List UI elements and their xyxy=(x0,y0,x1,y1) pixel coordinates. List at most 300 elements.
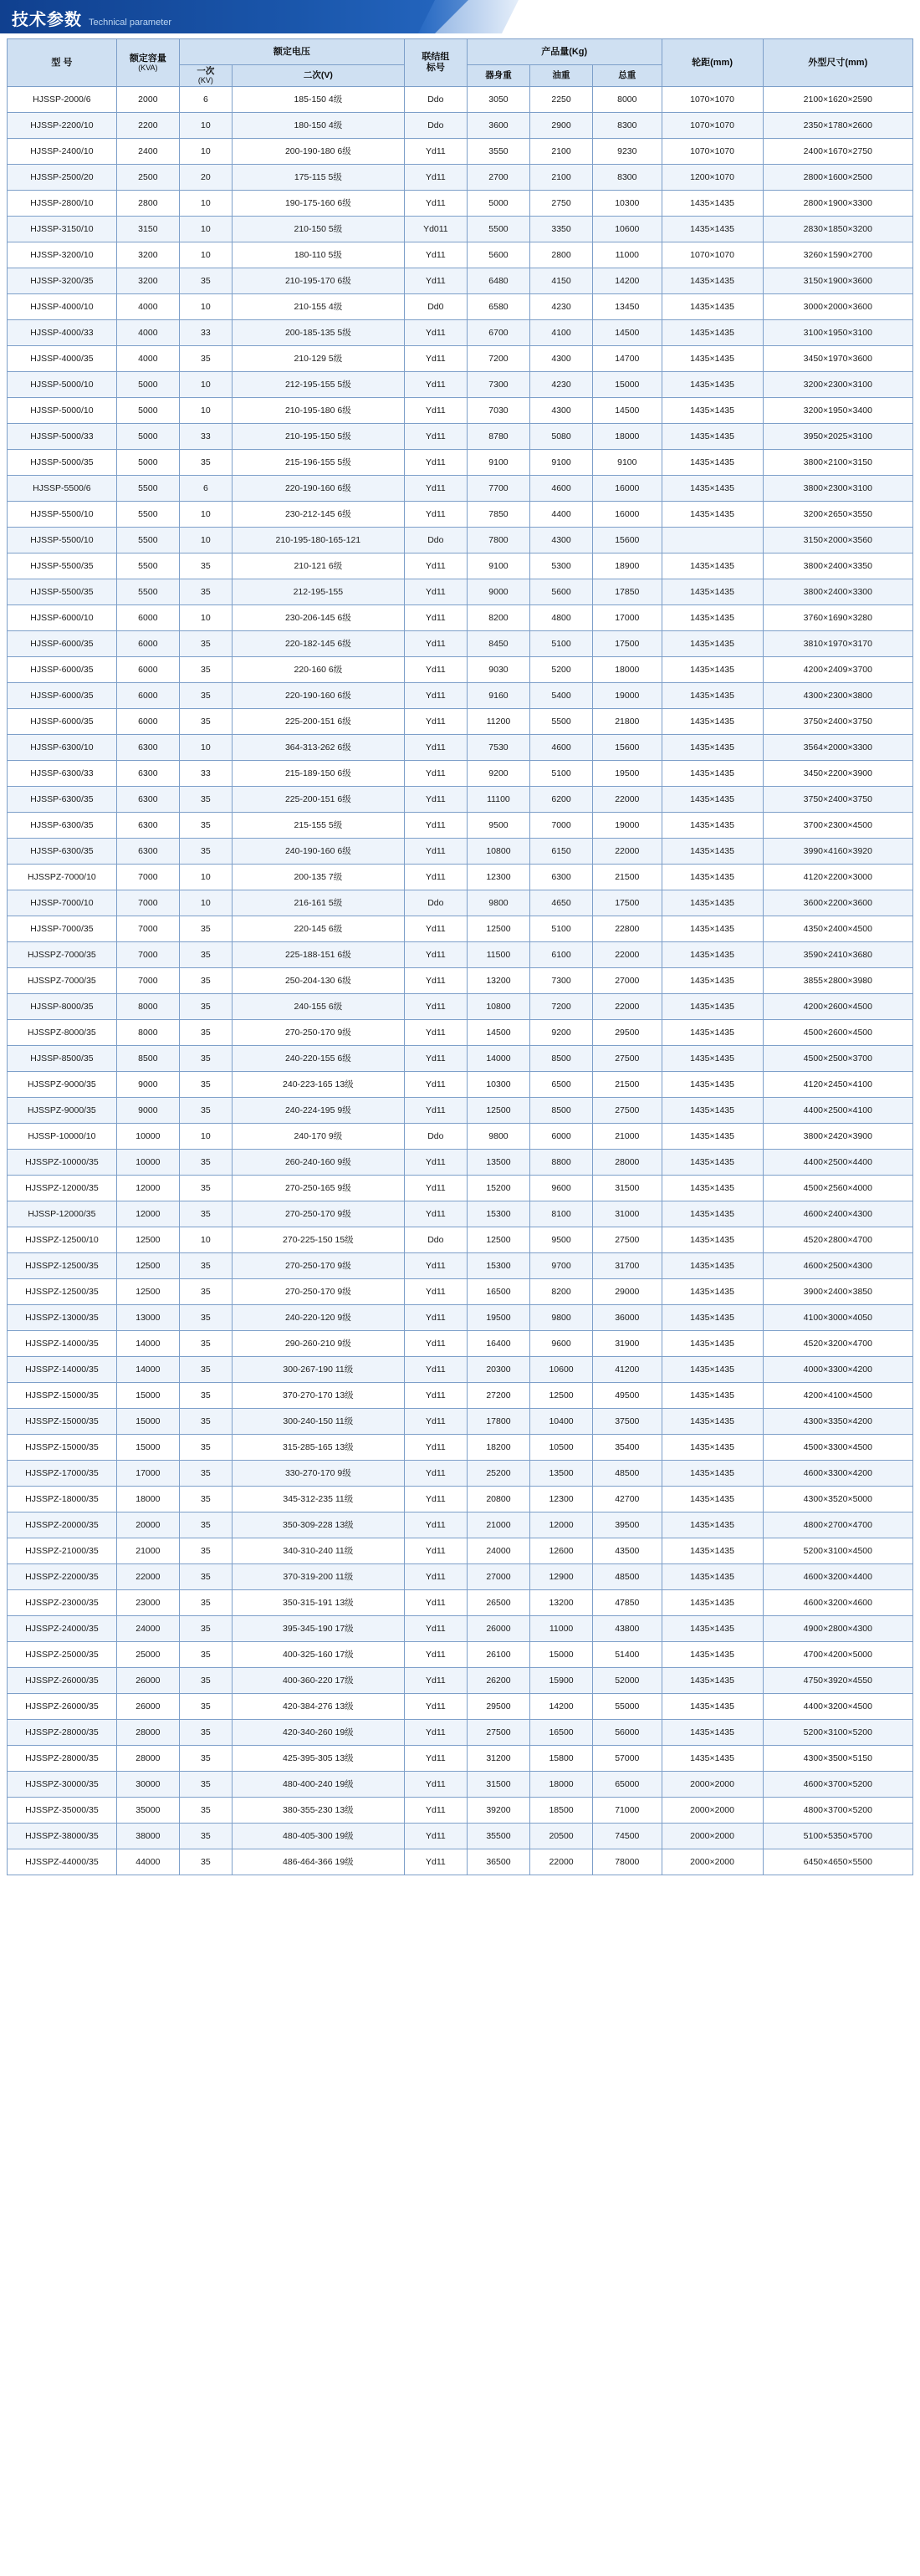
cell-dimension: 3750×2400×3750 xyxy=(763,709,912,735)
cell-total-weight: 22000 xyxy=(593,839,662,865)
cell-oil-weight: 6150 xyxy=(530,839,593,865)
cell-secondary-voltage: 240-220-155 6级 xyxy=(232,1046,404,1072)
cell-oil-weight: 18500 xyxy=(530,1798,593,1824)
cell-connection-group: Yd11 xyxy=(404,553,467,579)
table-row xyxy=(8,139,913,165)
cell-oil-weight: 12300 xyxy=(530,1487,593,1512)
cell-model: HJSSPZ-21000/35 xyxy=(8,1538,117,1564)
cell-model: HJSSPZ-13000/35 xyxy=(8,1305,117,1331)
cell-rated-capacity: 5000 xyxy=(116,424,179,450)
cell-wheel-base: 1435×1435 xyxy=(662,1098,763,1124)
cell-secondary-voltage: 290-260-210 9级 xyxy=(232,1331,404,1357)
cell-wheel-base: 1070×1070 xyxy=(662,87,763,113)
cell-rated-capacity: 6300 xyxy=(116,761,179,787)
spec-table xyxy=(7,38,913,1875)
cell-primary-voltage: 35 xyxy=(179,1331,232,1357)
cell-dimension: 4200×2409×3700 xyxy=(763,657,912,683)
cell-oil-weight: 4400 xyxy=(530,502,593,528)
cell-wheel-base: 1435×1435 xyxy=(662,631,763,657)
cell-secondary-voltage: 270-250-165 9级 xyxy=(232,1176,404,1201)
cell-dimension: 4120×2200×3000 xyxy=(763,865,912,890)
cell-wheel-base: 2000×2000 xyxy=(662,1772,763,1798)
cell-connection-group: Yd11 xyxy=(404,709,467,735)
cell-body-weight: 12500 xyxy=(467,1227,529,1253)
cell-oil-weight: 6200 xyxy=(530,787,593,813)
cell-primary-voltage: 35 xyxy=(179,1176,232,1201)
table-row xyxy=(8,968,913,994)
cell-model: HJSSP-2400/10 xyxy=(8,139,117,165)
cell-dimension: 4600×3200×4400 xyxy=(763,1564,912,1590)
cell-oil-weight: 2100 xyxy=(530,139,593,165)
cell-connection-group: Yd11 xyxy=(404,1616,467,1642)
cell-total-weight: 15600 xyxy=(593,528,662,553)
table-row xyxy=(8,346,913,372)
cell-oil-weight: 6300 xyxy=(530,865,593,890)
table-row xyxy=(8,1435,913,1461)
cell-total-weight: 35400 xyxy=(593,1435,662,1461)
cell-secondary-voltage: 240-220-120 9级 xyxy=(232,1305,404,1331)
cell-wheel-base: 1435×1435 xyxy=(662,994,763,1020)
cell-secondary-voltage: 486-464-366 19级 xyxy=(232,1849,404,1875)
cell-wheel-base: 1070×1070 xyxy=(662,113,763,139)
cell-secondary-voltage: 270-250-170 9级 xyxy=(232,1020,404,1046)
cell-dimension: 3700×2300×4500 xyxy=(763,813,912,839)
cell-model: HJSSP-5000/33 xyxy=(8,424,117,450)
cell-oil-weight: 9500 xyxy=(530,1227,593,1253)
cell-dimension: 4000×3300×4200 xyxy=(763,1357,912,1383)
cell-secondary-voltage: 420-340-260 19级 xyxy=(232,1720,404,1746)
cell-total-weight: 78000 xyxy=(593,1849,662,1875)
cell-wheel-base: 1435×1435 xyxy=(662,1564,763,1590)
cell-total-weight: 65000 xyxy=(593,1772,662,1798)
cell-body-weight: 7530 xyxy=(467,735,529,761)
cell-dimension: 3855×2800×3980 xyxy=(763,968,912,994)
cell-model: HJSSP-6000/35 xyxy=(8,683,117,709)
cell-body-weight: 26200 xyxy=(467,1668,529,1694)
cell-connection-group: Yd11 xyxy=(404,683,467,709)
cell-rated-capacity: 38000 xyxy=(116,1824,179,1849)
cell-body-weight: 19500 xyxy=(467,1305,529,1331)
cell-primary-voltage: 35 xyxy=(179,1201,232,1227)
cell-oil-weight: 9600 xyxy=(530,1331,593,1357)
cell-total-weight: 31700 xyxy=(593,1253,662,1279)
cell-dimension: 4400×2500×4400 xyxy=(763,1150,912,1176)
cell-body-weight: 7700 xyxy=(467,476,529,502)
cell-total-weight: 14700 xyxy=(593,346,662,372)
cell-oil-weight: 15800 xyxy=(530,1746,593,1772)
cell-secondary-voltage: 270-225-150 15级 xyxy=(232,1227,404,1253)
cell-body-weight: 29500 xyxy=(467,1694,529,1720)
cell-model: HJSSP-2800/10 xyxy=(8,191,117,217)
cell-model: HJSSP-5500/6 xyxy=(8,476,117,502)
table-row xyxy=(8,1694,913,1720)
cell-body-weight: 9200 xyxy=(467,761,529,787)
cell-model: HJSSPZ-15000/35 xyxy=(8,1383,117,1409)
cell-model: HJSSPZ-18000/35 xyxy=(8,1487,117,1512)
cell-wheel-base: 1435×1435 xyxy=(662,1357,763,1383)
cell-oil-weight: 4100 xyxy=(530,320,593,346)
cell-model: HJSSP-4000/33 xyxy=(8,320,117,346)
cell-wheel-base: 1435×1435 xyxy=(662,1279,763,1305)
cell-rated-capacity: 5500 xyxy=(116,528,179,553)
cell-total-weight: 56000 xyxy=(593,1720,662,1746)
table-row xyxy=(8,1176,913,1201)
cell-total-weight: 8300 xyxy=(593,113,662,139)
cell-connection-group: Ddo xyxy=(404,87,467,113)
cell-primary-voltage: 35 xyxy=(179,683,232,709)
cell-connection-group: Yd11 xyxy=(404,1098,467,1124)
cell-secondary-voltage: 425-395-305 13级 xyxy=(232,1746,404,1772)
cell-model: HJSSPZ-24000/35 xyxy=(8,1616,117,1642)
cell-dimension: 5100×5350×5700 xyxy=(763,1824,912,1849)
cell-primary-voltage: 10 xyxy=(179,191,232,217)
cell-model: HJSSP-5500/35 xyxy=(8,579,117,605)
cell-secondary-voltage: 240-155 6级 xyxy=(232,994,404,1020)
cell-body-weight: 9800 xyxy=(467,890,529,916)
cell-primary-voltage: 35 xyxy=(179,942,232,968)
cell-secondary-voltage: 230-206-145 6级 xyxy=(232,605,404,631)
cell-rated-capacity: 20000 xyxy=(116,1512,179,1538)
cell-rated-capacity: 12500 xyxy=(116,1279,179,1305)
cell-body-weight: 20300 xyxy=(467,1357,529,1383)
cell-primary-voltage: 35 xyxy=(179,1798,232,1824)
cell-wheel-base: 1435×1435 xyxy=(662,1150,763,1176)
spec-table-wrapper xyxy=(0,33,920,1884)
cell-body-weight: 21000 xyxy=(467,1512,529,1538)
table-row xyxy=(8,1824,913,1849)
cell-total-weight: 9230 xyxy=(593,139,662,165)
cell-secondary-voltage: 200-190-180 6级 xyxy=(232,139,404,165)
cell-oil-weight: 5400 xyxy=(530,683,593,709)
cell-wheel-base: 1435×1435 xyxy=(662,553,763,579)
table-row xyxy=(8,294,913,320)
cell-body-weight: 13500 xyxy=(467,1150,529,1176)
cell-connection-group: Yd11 xyxy=(404,502,467,528)
cell-wheel-base: 1435×1435 xyxy=(662,1383,763,1409)
cell-wheel-base: 1435×1435 xyxy=(662,502,763,528)
cell-oil-weight: 8100 xyxy=(530,1201,593,1227)
cell-rated-capacity: 8500 xyxy=(116,1046,179,1072)
cell-model: HJSSP-3150/10 xyxy=(8,217,117,242)
cell-total-weight: 27500 xyxy=(593,1046,662,1072)
cell-primary-voltage: 35 xyxy=(179,916,232,942)
cell-model: HJSSP-12000/35 xyxy=(8,1201,117,1227)
cell-connection-group: Yd11 xyxy=(404,1538,467,1564)
cell-rated-capacity: 15000 xyxy=(116,1383,179,1409)
cell-dimension: 3800×2420×3900 xyxy=(763,1124,912,1150)
cell-body-weight: 9160 xyxy=(467,683,529,709)
cell-connection-group: Yd11 xyxy=(404,1461,467,1487)
cell-dimension: 3000×2000×3600 xyxy=(763,294,912,320)
cell-primary-voltage: 33 xyxy=(179,320,232,346)
cell-primary-voltage: 35 xyxy=(179,657,232,683)
cell-connection-group: Yd11 xyxy=(404,1201,467,1227)
cell-wheel-base: 1435×1435 xyxy=(662,1409,763,1435)
cell-connection-group: Yd11 xyxy=(404,1409,467,1435)
cell-oil-weight: 14200 xyxy=(530,1694,593,1720)
cell-secondary-voltage: 270-250-170 9级 xyxy=(232,1201,404,1227)
cell-rated-capacity: 12500 xyxy=(116,1227,179,1253)
cell-body-weight: 31500 xyxy=(467,1772,529,1798)
cell-total-weight: 29000 xyxy=(593,1279,662,1305)
cell-primary-voltage: 10 xyxy=(179,502,232,528)
cell-oil-weight: 9600 xyxy=(530,1176,593,1201)
cell-model: HJSSP-6300/10 xyxy=(8,735,117,761)
cell-model: HJSSP-3200/35 xyxy=(8,268,117,294)
cell-body-weight: 36500 xyxy=(467,1849,529,1875)
cell-rated-capacity: 10000 xyxy=(116,1150,179,1176)
table-row xyxy=(8,657,913,683)
cell-primary-voltage: 6 xyxy=(179,87,232,113)
cell-wheel-base: 1435×1435 xyxy=(662,1487,763,1512)
cell-model: HJSSPZ-38000/35 xyxy=(8,1824,117,1849)
cell-rated-capacity: 44000 xyxy=(116,1849,179,1875)
cell-connection-group: Yd11 xyxy=(404,1046,467,1072)
cell-wheel-base: 1435×1435 xyxy=(662,320,763,346)
cell-primary-voltage: 35 xyxy=(179,1098,232,1124)
cell-connection-group: Yd11 xyxy=(404,1642,467,1668)
table-row xyxy=(8,1746,913,1772)
cell-secondary-voltage: 215-189-150 6级 xyxy=(232,761,404,787)
cell-oil-weight: 12000 xyxy=(530,1512,593,1538)
cell-primary-voltage: 35 xyxy=(179,1461,232,1487)
cell-body-weight: 16400 xyxy=(467,1331,529,1357)
cell-primary-voltage: 35 xyxy=(179,553,232,579)
cell-secondary-voltage: 212-195-155 xyxy=(232,579,404,605)
cell-body-weight: 8200 xyxy=(467,605,529,631)
cell-body-weight: 27500 xyxy=(467,1720,529,1746)
cell-secondary-voltage: 210-129 5级 xyxy=(232,346,404,372)
cell-model: HJSSP-10000/10 xyxy=(8,1124,117,1150)
cell-oil-weight: 8200 xyxy=(530,1279,593,1305)
cell-body-weight: 5000 xyxy=(467,191,529,217)
cell-wheel-base: 1435×1435 xyxy=(662,191,763,217)
cell-body-weight: 13200 xyxy=(467,968,529,994)
cell-connection-group: Yd11 xyxy=(404,579,467,605)
cell-wheel-base: 1070×1070 xyxy=(662,139,763,165)
cell-dimension: 2830×1850×3200 xyxy=(763,217,912,242)
page-title: 技术参数 xyxy=(12,11,82,29)
cell-total-weight: 9100 xyxy=(593,450,662,476)
cell-rated-capacity: 2000 xyxy=(116,87,179,113)
cell-total-weight: 15000 xyxy=(593,372,662,398)
cell-oil-weight: 5100 xyxy=(530,631,593,657)
cell-total-weight: 22000 xyxy=(593,994,662,1020)
cell-connection-group: Ddo xyxy=(404,1227,467,1253)
cell-dimension: 4600×2500×4300 xyxy=(763,1253,912,1279)
cell-model: HJSSP-6000/35 xyxy=(8,657,117,683)
cell-dimension: 3590×2410×3680 xyxy=(763,942,912,968)
cell-body-weight: 9500 xyxy=(467,813,529,839)
cell-body-weight: 39200 xyxy=(467,1798,529,1824)
cell-primary-voltage: 35 xyxy=(179,1150,232,1176)
table-row xyxy=(8,1590,913,1616)
cell-dimension: 4300×2300×3800 xyxy=(763,683,912,709)
cell-connection-group: Yd11 xyxy=(404,1279,467,1305)
cell-dimension: 3150×1900×3600 xyxy=(763,268,912,294)
cell-connection-group: Yd11 xyxy=(404,165,467,191)
cell-secondary-voltage: 340-310-240 11级 xyxy=(232,1538,404,1564)
cell-oil-weight: 6500 xyxy=(530,1072,593,1098)
cell-connection-group: Yd11 xyxy=(404,139,467,165)
cell-primary-voltage: 35 xyxy=(179,1590,232,1616)
cell-oil-weight: 13200 xyxy=(530,1590,593,1616)
cell-rated-capacity: 15000 xyxy=(116,1435,179,1461)
cell-secondary-voltage: 220-145 6级 xyxy=(232,916,404,942)
cell-secondary-voltage: 220-182-145 6级 xyxy=(232,631,404,657)
cell-rated-capacity: 6000 xyxy=(116,631,179,657)
cell-secondary-voltage: 400-325-160 17级 xyxy=(232,1642,404,1668)
cell-total-weight: 22000 xyxy=(593,787,662,813)
cell-secondary-voltage: 300-240-150 11级 xyxy=(232,1409,404,1435)
cell-connection-group: Ddo xyxy=(404,113,467,139)
cell-oil-weight: 5200 xyxy=(530,657,593,683)
cell-primary-voltage: 35 xyxy=(179,268,232,294)
cell-model: HJSSP-8000/35 xyxy=(8,994,117,1020)
primary-unit: (KV) xyxy=(197,76,213,85)
cell-wheel-base: 1435×1435 xyxy=(662,839,763,865)
cell-connection-group: Yd11 xyxy=(404,1849,467,1875)
cell-model: HJSSP-8500/35 xyxy=(8,1046,117,1072)
cell-primary-voltage: 35 xyxy=(179,968,232,994)
cell-primary-voltage: 35 xyxy=(179,1564,232,1590)
cell-model: HJSSP-6300/35 xyxy=(8,813,117,839)
cell-total-weight: 16000 xyxy=(593,476,662,502)
cell-secondary-voltage: 225-188-151 6级 xyxy=(232,942,404,968)
cell-dimension: 3100×1950×3100 xyxy=(763,320,912,346)
cell-oil-weight: 6000 xyxy=(530,1124,593,1150)
cell-primary-voltage: 35 xyxy=(179,1279,232,1305)
cell-secondary-voltage: 210-121 6级 xyxy=(232,553,404,579)
cell-connection-group: Yd11 xyxy=(404,1824,467,1849)
cell-total-weight: 39500 xyxy=(593,1512,662,1538)
cell-connection-group: Yd11 xyxy=(404,372,467,398)
cell-body-weight: 26100 xyxy=(467,1642,529,1668)
cell-primary-voltage: 33 xyxy=(179,424,232,450)
cell-body-weight: 25200 xyxy=(467,1461,529,1487)
cell-total-weight: 11000 xyxy=(593,242,662,268)
cell-total-weight: 17500 xyxy=(593,890,662,916)
cell-connection-group: Yd11 xyxy=(404,1331,467,1357)
cell-connection-group: Yd11 xyxy=(404,1020,467,1046)
cell-oil-weight: 8500 xyxy=(530,1046,593,1072)
cell-oil-weight: 7200 xyxy=(530,994,593,1020)
cell-secondary-voltage: 250-204-130 6级 xyxy=(232,968,404,994)
cell-connection-group: Yd11 xyxy=(404,1383,467,1409)
cell-total-weight: 14200 xyxy=(593,268,662,294)
cell-body-weight: 5600 xyxy=(467,242,529,268)
table-row xyxy=(8,1072,913,1098)
cell-body-weight: 7200 xyxy=(467,346,529,372)
col-header-rated-capacity xyxy=(116,39,179,87)
table-row xyxy=(8,424,913,450)
cell-wheel-base: 1435×1435 xyxy=(662,657,763,683)
cell-secondary-voltage: 395-345-190 17级 xyxy=(232,1616,404,1642)
cell-wheel-base: 1435×1435 xyxy=(662,294,763,320)
cell-dimension: 3900×2400×3850 xyxy=(763,1279,912,1305)
table-row xyxy=(8,113,913,139)
cell-primary-voltage: 35 xyxy=(179,813,232,839)
cell-body-weight: 9000 xyxy=(467,579,529,605)
cell-wheel-base: 1435×1435 xyxy=(662,268,763,294)
cell-connection-group: Yd11 xyxy=(404,1487,467,1512)
cell-body-weight: 3600 xyxy=(467,113,529,139)
cell-rated-capacity: 7000 xyxy=(116,942,179,968)
cell-total-weight: 31500 xyxy=(593,1176,662,1201)
cell-primary-voltage: 20 xyxy=(179,165,232,191)
cell-wheel-base: 2000×2000 xyxy=(662,1824,763,1849)
table-row xyxy=(8,1564,913,1590)
cell-wheel-base: 1435×1435 xyxy=(662,1201,763,1227)
cell-oil-weight: 4300 xyxy=(530,398,593,424)
table-body xyxy=(8,87,913,1875)
cell-model: HJSSP-7000/10 xyxy=(8,890,117,916)
col-header-body-weight: 器身重 xyxy=(467,65,529,87)
cell-oil-weight: 4300 xyxy=(530,528,593,553)
cell-connection-group: Yd11 xyxy=(404,1253,467,1279)
cell-total-weight: 28000 xyxy=(593,1150,662,1176)
table-row xyxy=(8,528,913,553)
cell-primary-voltage: 35 xyxy=(179,1824,232,1849)
cell-secondary-voltage: 315-285-165 13级 xyxy=(232,1435,404,1461)
cell-primary-voltage: 35 xyxy=(179,994,232,1020)
table-row xyxy=(8,320,913,346)
table-row xyxy=(8,1227,913,1253)
cell-body-weight: 7300 xyxy=(467,372,529,398)
cell-total-weight: 19500 xyxy=(593,761,662,787)
cell-body-weight: 12500 xyxy=(467,916,529,942)
cell-model: HJSSP-3200/10 xyxy=(8,242,117,268)
cell-connection-group: Yd11 xyxy=(404,1590,467,1616)
table-row xyxy=(8,1253,913,1279)
cell-oil-weight: 4800 xyxy=(530,605,593,631)
cell-body-weight: 27000 xyxy=(467,1564,529,1590)
table-row xyxy=(8,1305,913,1331)
cell-secondary-voltage: 175-115 5级 xyxy=(232,165,404,191)
cell-primary-voltage: 35 xyxy=(179,1305,232,1331)
cell-rated-capacity: 6000 xyxy=(116,683,179,709)
table-row xyxy=(8,217,913,242)
cell-connection-group: Yd11 xyxy=(404,631,467,657)
table-row xyxy=(8,994,913,1020)
table-row xyxy=(8,735,913,761)
cell-oil-weight: 4600 xyxy=(530,735,593,761)
cell-primary-voltage: 35 xyxy=(179,631,232,657)
cell-body-weight: 12300 xyxy=(467,865,529,890)
cell-model: HJSSPZ-15000/35 xyxy=(8,1435,117,1461)
cell-dimension: 4400×2500×4100 xyxy=(763,1098,912,1124)
cell-dimension: 3950×2025×3100 xyxy=(763,424,912,450)
cell-wheel-base: 1435×1435 xyxy=(662,813,763,839)
cell-connection-group: Yd11 xyxy=(404,242,467,268)
cell-connection-group: Yd11 xyxy=(404,1072,467,1098)
cell-oil-weight: 8500 xyxy=(530,1098,593,1124)
cell-secondary-voltage: 270-250-170 9级 xyxy=(232,1279,404,1305)
cell-oil-weight: 20500 xyxy=(530,1824,593,1849)
cell-dimension: 4400×3200×4500 xyxy=(763,1694,912,1720)
table-row xyxy=(8,242,913,268)
cell-secondary-voltage: 330-270-170 9级 xyxy=(232,1461,404,1487)
table-row xyxy=(8,1409,913,1435)
cell-body-weight: 35500 xyxy=(467,1824,529,1849)
cell-connection-group: Yd11 xyxy=(404,1512,467,1538)
cell-total-weight: 22000 xyxy=(593,942,662,968)
cell-rated-capacity: 8000 xyxy=(116,994,179,1020)
cell-wheel-base: 1435×1435 xyxy=(662,1072,763,1098)
cell-dimension: 4200×4100×4500 xyxy=(763,1383,912,1409)
cell-body-weight: 2700 xyxy=(467,165,529,191)
cell-model: HJSSPZ-28000/35 xyxy=(8,1720,117,1746)
